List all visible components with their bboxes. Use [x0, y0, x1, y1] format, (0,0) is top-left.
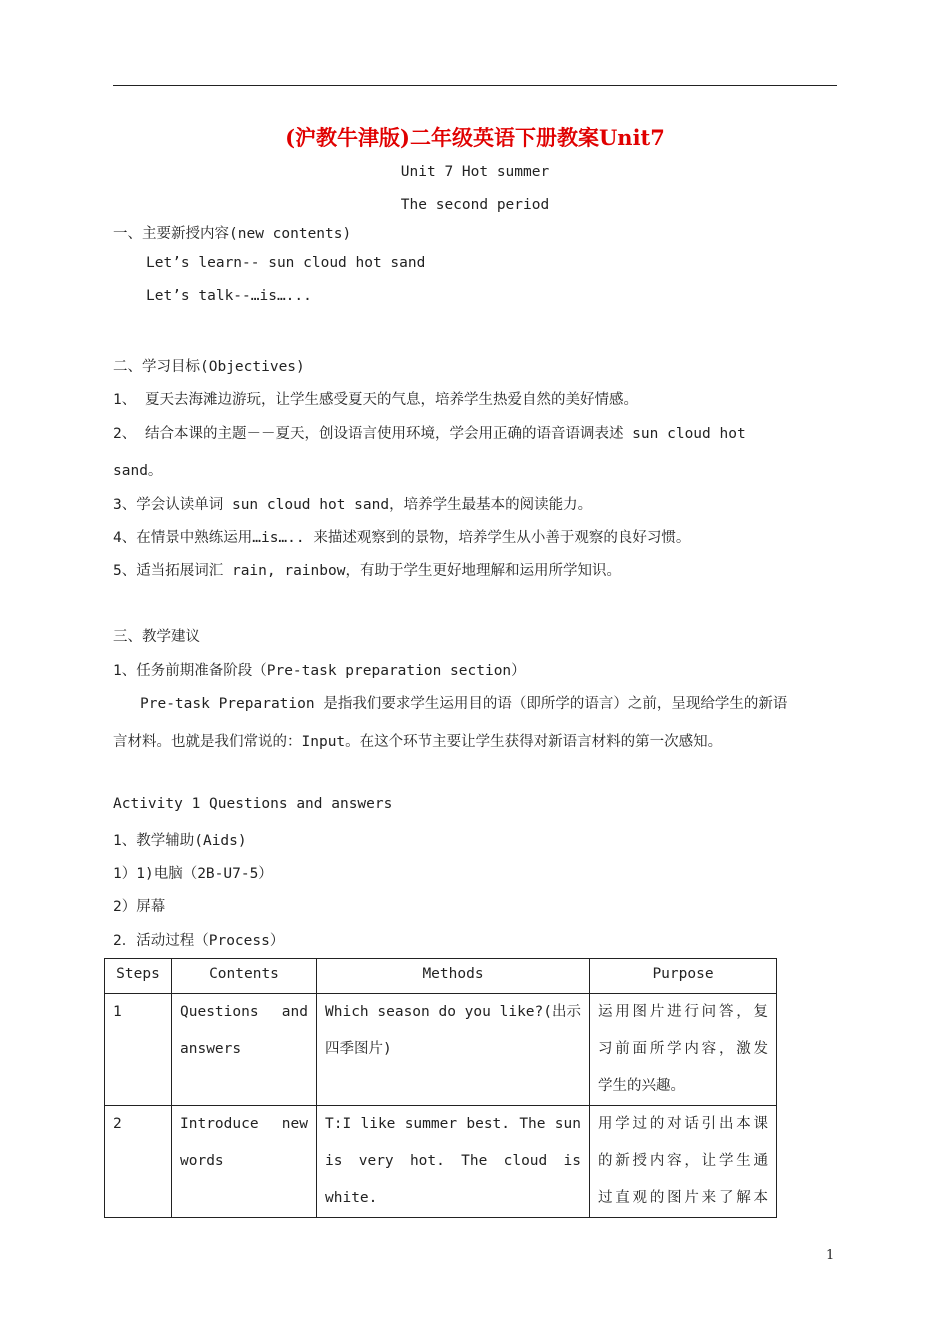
- process-heading: 2．活动过程（Process）: [113, 933, 285, 949]
- table-row: [105, 1106, 777, 1218]
- row2-contents: Introduce new words: [172, 1106, 317, 1218]
- header-steps: Steps: [105, 959, 172, 994]
- section1-heading: 一、主要新授内容(new contents): [113, 226, 352, 242]
- row2-purpose: 用学过的对话引出本课 的新授内容，让学生通 过直观的图片来了解本: [590, 1106, 777, 1218]
- aids-heading: 1、教学辅助(Aids): [113, 833, 247, 849]
- aid-item-2: 2）屏幕: [113, 899, 166, 915]
- objective-2: 2、 结合本课的主题－－夏天，创设语言使用环境，学会用正确的语音语调表述 sun cloud hot: [113, 426, 746, 442]
- table-header-row: [105, 959, 777, 994]
- unit-title: Unit 7 Hot summer: [400, 164, 550, 180]
- header-methods: Methods: [317, 959, 590, 994]
- row1-methods: Which season do you like?(出示 四季图片): [317, 994, 590, 1106]
- objective-1: 1、 夏天去海滩边游玩，让学生感受夏天的气息，培养学生热爱自然的美好情感。: [113, 392, 638, 408]
- header-contents: Contents: [172, 959, 317, 994]
- objective-3: 3、学会认读单词 sun cloud hot sand，培养学生最基本的阅读能力。: [113, 497, 593, 513]
- row1-purpose: 运用图片进行问答，复 习前面所学内容，激发 学生的兴趣。: [590, 994, 777, 1106]
- section2-heading: 二、学习目标(Objectives): [113, 359, 305, 375]
- objective-4: 4、在情景中熟练运用…is….. 来描述观察到的景物，培养学生从小善于观察的良好习惯。: [113, 530, 691, 546]
- learn-line: Let’s learn-- sun cloud hot sand: [146, 255, 426, 271]
- header-purpose: Purpose: [590, 959, 777, 994]
- row2-step: 2: [105, 1106, 172, 1218]
- talk-line: Let’s talk--…is…...: [146, 288, 312, 304]
- process-table: [104, 958, 777, 1218]
- pretask-paragraph: Pre-task Preparation 是指我们要求学生运用目的语（即所学的语言）之前，呈现给学生的新语: [140, 696, 788, 712]
- aid-item-1: 1）1)电脑（2B-U7-5）: [113, 866, 273, 882]
- objective-5: 5、适当拓展词汇 rain, rainbow，有助于学生更好地理解和运用所学知识。: [113, 563, 621, 579]
- pretask-paragraph-cont: 言材料。也就是我们常说的：Input。在这个环节主要让学生获得对新语言材料的第一次感知。: [113, 734, 723, 750]
- page-number: 1: [826, 1248, 835, 1263]
- pretask-stage: 1、任务前期准备阶段（Pre-task preparation section）: [113, 663, 526, 679]
- row1-step: 1: [105, 994, 172, 1106]
- section3-heading: 三、教学建议: [113, 629, 200, 645]
- period-title: The second period: [400, 197, 550, 213]
- document-title: (沪教牛津版)二年级英语下册教案Unit7: [285, 125, 665, 150]
- activity-title: Activity 1 Questions and answers: [113, 796, 393, 812]
- header-rule: [113, 85, 837, 86]
- row1-contents: Questions and answers: [172, 994, 317, 1106]
- table-row: [105, 994, 777, 1106]
- objective-2-cont: sand。: [113, 463, 163, 479]
- row2-methods: T:I like summer best. The sun is very hot. The cloud is white.: [317, 1106, 590, 1218]
